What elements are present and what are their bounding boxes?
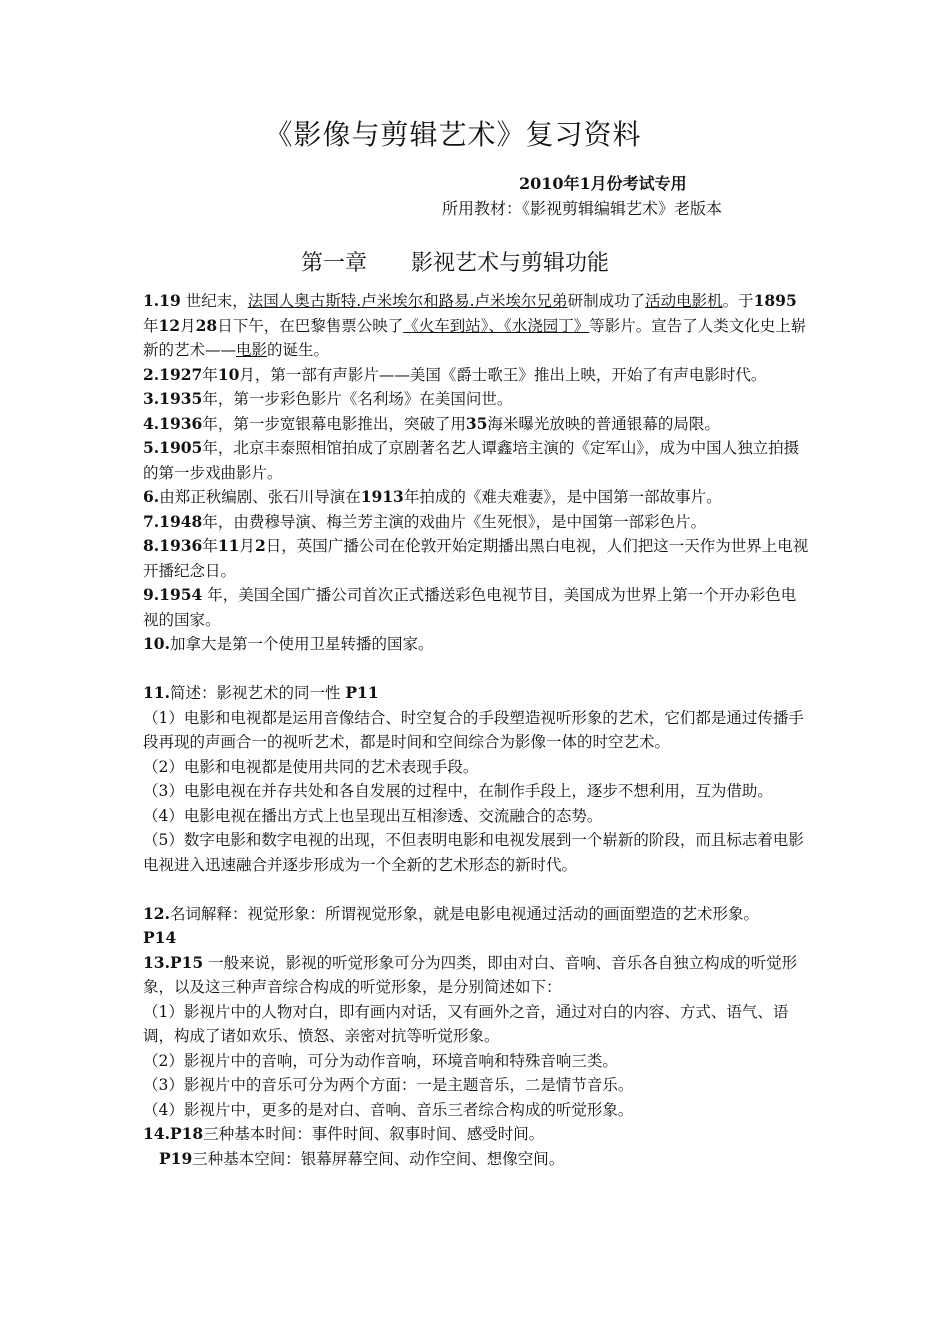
item-3: 3.1935年，第一步彩色影片《名利场》在美国问世。 — [143, 389, 513, 408]
document-body — [143, 289, 811, 1171]
item-6: 6.由郑正秋编剧、张石川导演在1913年拍成的《难夫难妻》，是中国第一部故事片。 — [143, 487, 722, 506]
item-11: 11.简述：影视艺术的同一性 P11 — [143, 683, 379, 702]
item-1: 1.19 世纪末，法国人奥古斯特.卢米埃尔和路易.卢米埃尔兄弟研制成功了活动电影机。于1895年12月28日下午，在巴黎售票公映了《火车到站》、《水浇园丁》等影片。宣告了人类文化史上崭新的艺术——电影的诞生。 — [143, 291, 807, 359]
chapter-heading — [301, 246, 609, 277]
underlined-term: 《火车到站》、《水浇园丁》 — [403, 316, 590, 335]
item-11-point-5: （5）数字电影和数字电视的出现，不但表明电影和电视发展到一个崭新的阶段，而且标志着电影电视进入迅速融合并逐步形成为一个全新的艺术形态的新时代。 — [143, 831, 804, 874]
item-7: 7.1948年，由费穆导演、梅兰芳主演的戏曲片《生死恨》，是中国第一部彩色片。 — [143, 511, 707, 531]
underlined-term: 电影 — [236, 341, 268, 359]
item-11-point-2: （2）电影和电视都是使用共同的艺术表现手段。 — [143, 757, 479, 776]
chapter-number: 第一章 — [301, 251, 368, 276]
item-13-point-2: （2）影视片中的音响，可分为动作音响，环境音响和特殊音响三类。 — [143, 1051, 618, 1070]
item-11-point-3: （3）电影电视在并存共处和各自发展的过程中，在制作手段上，逐步不想利用，互为借助。 — [143, 782, 773, 800]
item-13-point-1: （1）影视片中的人物对白，即有画内对话，又有画外之音，通过对白的内容、方式、语气、语调，构成了诸如欢乐、愤怒、亲密对抗等听觉形象。 — [143, 1002, 789, 1045]
textbook-note: 所用教材：《影视剪辑编辑艺术》老版本 — [442, 199, 723, 218]
exam-note: 2010年1月份考试专用 — [519, 174, 687, 193]
underlined-term: 法国人奥古斯特.卢米埃尔和路易.卢米埃尔兄弟 — [247, 292, 568, 310]
underlined-term: 活动电影机 — [645, 292, 723, 310]
item-14: 14.P18三种基本时间：事件时间、叙事时间、感受时间。 — [143, 1124, 545, 1143]
item-13-point-3: （3）影视片中的音乐可分为两个方面：一是主题音乐，二是情节音乐。 — [143, 1076, 634, 1094]
item-8: 8.1936年11月2日，英国广播公司在伦敦开始定期播出黑白电视，人们把这一天作为世界上电视开播纪念日。 — [143, 536, 809, 580]
item-11-point-1: （1）电影和电视都是运用音像结合、时空复合的手段塑造视听形象的艺术，它们都是通过传播手段再现的声画合一的视听艺术，都是时间和空间综合为影像一体的时空艺术。 — [143, 708, 804, 751]
document-title: 《影像与剪辑艺术》复习资料 — [264, 118, 642, 151]
item-9: 9.1954 年，美国全国广播公司首次正式播送彩色电视节目，美国成为世界上第一个开办彩色电视的国家。 — [143, 585, 797, 629]
item-14-space: P19三种基本空间：银幕屏幕空间、动作空间、想像空间。 — [159, 1148, 565, 1168]
item-4: 4.1936年，第一步宽银幕电影推出，突破了用35海米曝光放映的普通银幕的局限。 — [143, 413, 720, 433]
item-5: 5.1905年，北京丰泰照相馆拍成了京剧著名艺人谭鑫培主演的《定军山》，成为中国人独立拍摄的第一步戏曲影片。 — [143, 438, 800, 482]
spacer — [143, 657, 811, 682]
item-11-point-4: （4）电影电视在播出方式上也呈现出互相渗透、交流融合的态势。 — [143, 806, 603, 825]
item-13: 13.P15 一般来说，影视的听觉形象可分为四类，即由对白、音响、音乐各自独立构成的听觉形象，以及这三种声音综合构成的听觉形象，是分别简述如下： — [143, 952, 798, 996]
spacer — [143, 877, 811, 902]
item-13-point-4: （4）影视片中，更多的是对白、音响、音乐三者综合构成的听觉形象。 — [143, 1100, 634, 1119]
item-2: 2.1927年10月，第一部有声影片——美国《爵士歌王》推出上映，开始了有声电影时代。 — [143, 364, 767, 384]
item-10: 10.加拿大是第一个使用卫星转播的国家。 — [143, 634, 434, 653]
item-12: 12.名词解释：视觉形象：所谓视觉形象，就是电影电视通过活动的画面塑造的艺术形象。 P14 — [143, 903, 759, 947]
chapter-name: 影视艺术与剪辑功能 — [411, 251, 610, 276]
